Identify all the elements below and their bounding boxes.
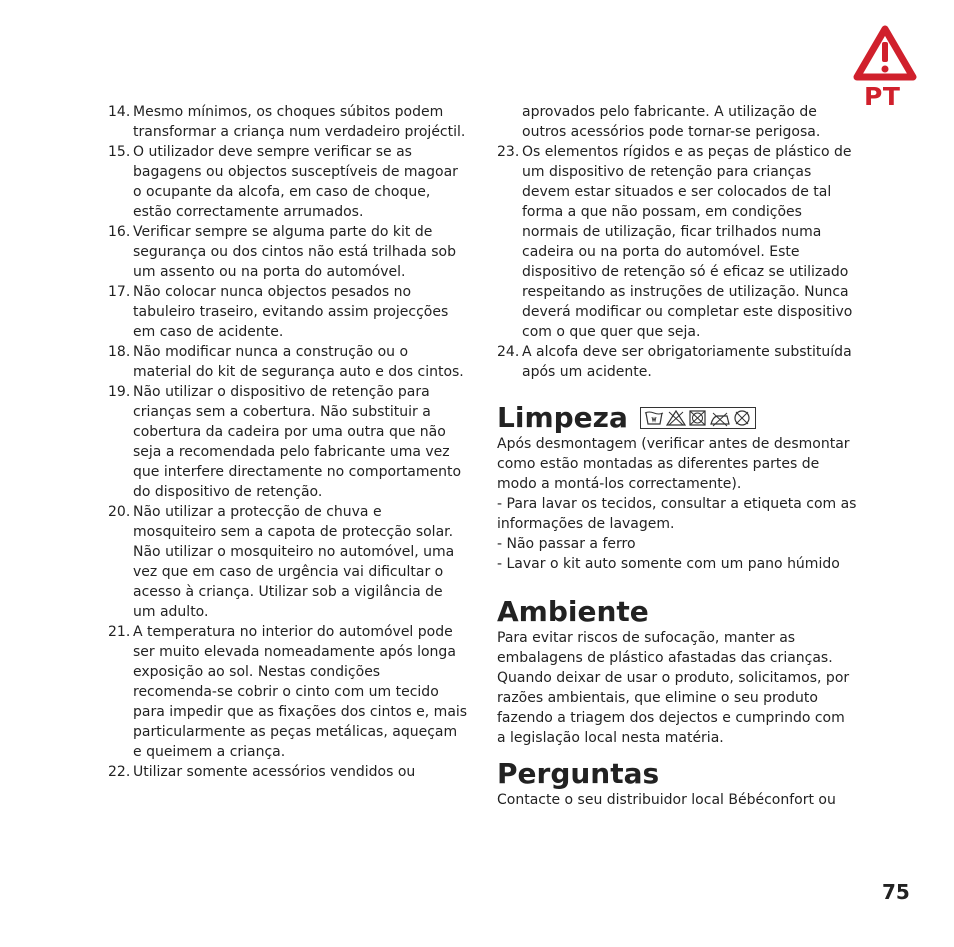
list-item: [497, 342, 857, 382]
wash-30-icon: [643, 409, 665, 427]
item-number: 19.: [108, 384, 131, 400]
limpeza-line: - Lavar o kit auto somente com um pano húmido: [497, 556, 840, 572]
no-iron-icon: [709, 409, 731, 427]
item-text: Não colocar nunca objectos pesados no tabuleiro traseiro, evitando assim projecções em caso de acidente.: [133, 284, 449, 340]
item-number: 22.: [108, 764, 131, 780]
list-item: [497, 142, 857, 342]
ambiente-text: Para evitar riscos de sufocação, manter as embalagens de plástico afastadas das crianças. Quando deixar de usar o produto, solicitamos, por razões ambientais, que elimine o seu produto fazendo a triagem dos dejectos e cumprindo com a legislação local nesta matéria.: [497, 630, 850, 746]
limpeza-line: - Para lavar os tecidos, consultar a etiqueta com as informações de lavagem.: [497, 496, 857, 532]
item-text: A alcofa deve ser obrigatoriamente substituída após um acidente.: [522, 344, 852, 380]
list-item: [108, 382, 468, 502]
item-number: 14.: [108, 104, 131, 120]
item-number: 20.: [108, 504, 131, 520]
warning-triangle-icon: [852, 24, 918, 82]
no-dry-clean-icon: [731, 409, 753, 427]
item-number: 18.: [108, 344, 131, 360]
left-column: [108, 102, 468, 782]
limpeza-heading: Limpeza: [497, 401, 628, 434]
list-item: [108, 622, 468, 762]
item-number: 16.: [108, 224, 131, 240]
no-bleach-icon: [665, 409, 687, 427]
limpeza-heading-row: [497, 402, 857, 434]
item-number: 21.: [108, 624, 131, 640]
item-number: 15.: [108, 144, 131, 160]
item-text: Verificar sempre se alguma parte do kit de segurança ou dos cintos não está trilhada sob um assento ou na porta do automóvel.: [133, 224, 456, 280]
language-label: PT: [864, 82, 901, 111]
list-item: [108, 222, 468, 282]
page-number: 75: [882, 880, 910, 904]
limpeza-line: - Não passar a ferro: [497, 536, 636, 552]
list-item: [108, 342, 468, 382]
ambiente-heading: Ambiente: [497, 595, 649, 628]
item-number: 23.: [497, 144, 520, 160]
item-number: 24.: [497, 344, 520, 360]
item-text: Utilizar somente acessórios vendidos ou: [133, 764, 416, 780]
list-item: [108, 502, 468, 622]
item-text: Não utilizar a protecção de chuva e mosquiteiro sem a capota de protecção solar. Não utilizar o mosquiteiro no automóvel, uma vez que em caso de urgência vai dificultar o acesso à criança. Utilizar sob a vigilância de um adulto.: [133, 504, 455, 620]
item-continuation: aprovados pelo fabricante. A utilização de outros acessórios pode tornar-se perigosa.: [522, 104, 821, 140]
no-tumble-dry-icon: [687, 409, 709, 427]
list-item: [108, 142, 468, 222]
limpeza-line: Após desmontagem (verificar antes de desmontar como estão montadas as diferentes partes de modo a montá-los correctamente).: [497, 436, 850, 492]
right-column: [497, 102, 857, 810]
item-text: Mesmo mínimos, os choques súbitos podem transformar a criança num verdadeiro projéctil.: [133, 104, 466, 140]
list-item: [108, 102, 468, 142]
item-text: Não modificar nunca a construção ou o material do kit de segurança auto e dos cintos.: [133, 344, 464, 380]
perguntas-heading: Perguntas: [497, 757, 660, 790]
item-text: Os elementos rígidos e as peças de plástico de um dispositivo de retenção para crianças devem estar situados e ser colocados de tal forma a que não possam, em condições normais de utilização, ficar trilhados numa cadeira ou na porta do automóvel. Este dispositivo de retenção só é eficaz se utilizado respeitando as instruções de utilização. Nunca deverá modificar ou completar este dispositivo com o que quer que seja.: [522, 144, 853, 340]
item-text: A temperatura no interior do automóvel pode ser muito elevada nomeadamente após longa exposição ao sol. Nestas condições recomenda-se cobrir o cinto com um tecido para impedir que as fixações dos cintos e, mais particularmente as peças metálicas, aqueçam e queimem a criança.: [133, 624, 468, 760]
list-item: [108, 282, 468, 342]
item-text: Não utilizar o dispositivo de retenção para crianças sem a cobertura. Não substituir a cobertura da cadeira por uma outra que não seja a recomendada pelo fabricante uma vez que interfere directamente no comportamento do dispositivo de retenção.: [133, 384, 462, 500]
list-item: [108, 762, 468, 782]
item-number: 17.: [108, 284, 131, 300]
item-text: O utilizador deve sempre verificar se as bagagens ou objectos susceptíveis de magoar o ocupante da alcofa, em caso de choque, estão correctamente arrumados.: [133, 144, 458, 220]
perguntas-text: Contacte o seu distribuidor local Bébéconfort ou: [497, 792, 836, 808]
care-symbols: [640, 407, 756, 429]
